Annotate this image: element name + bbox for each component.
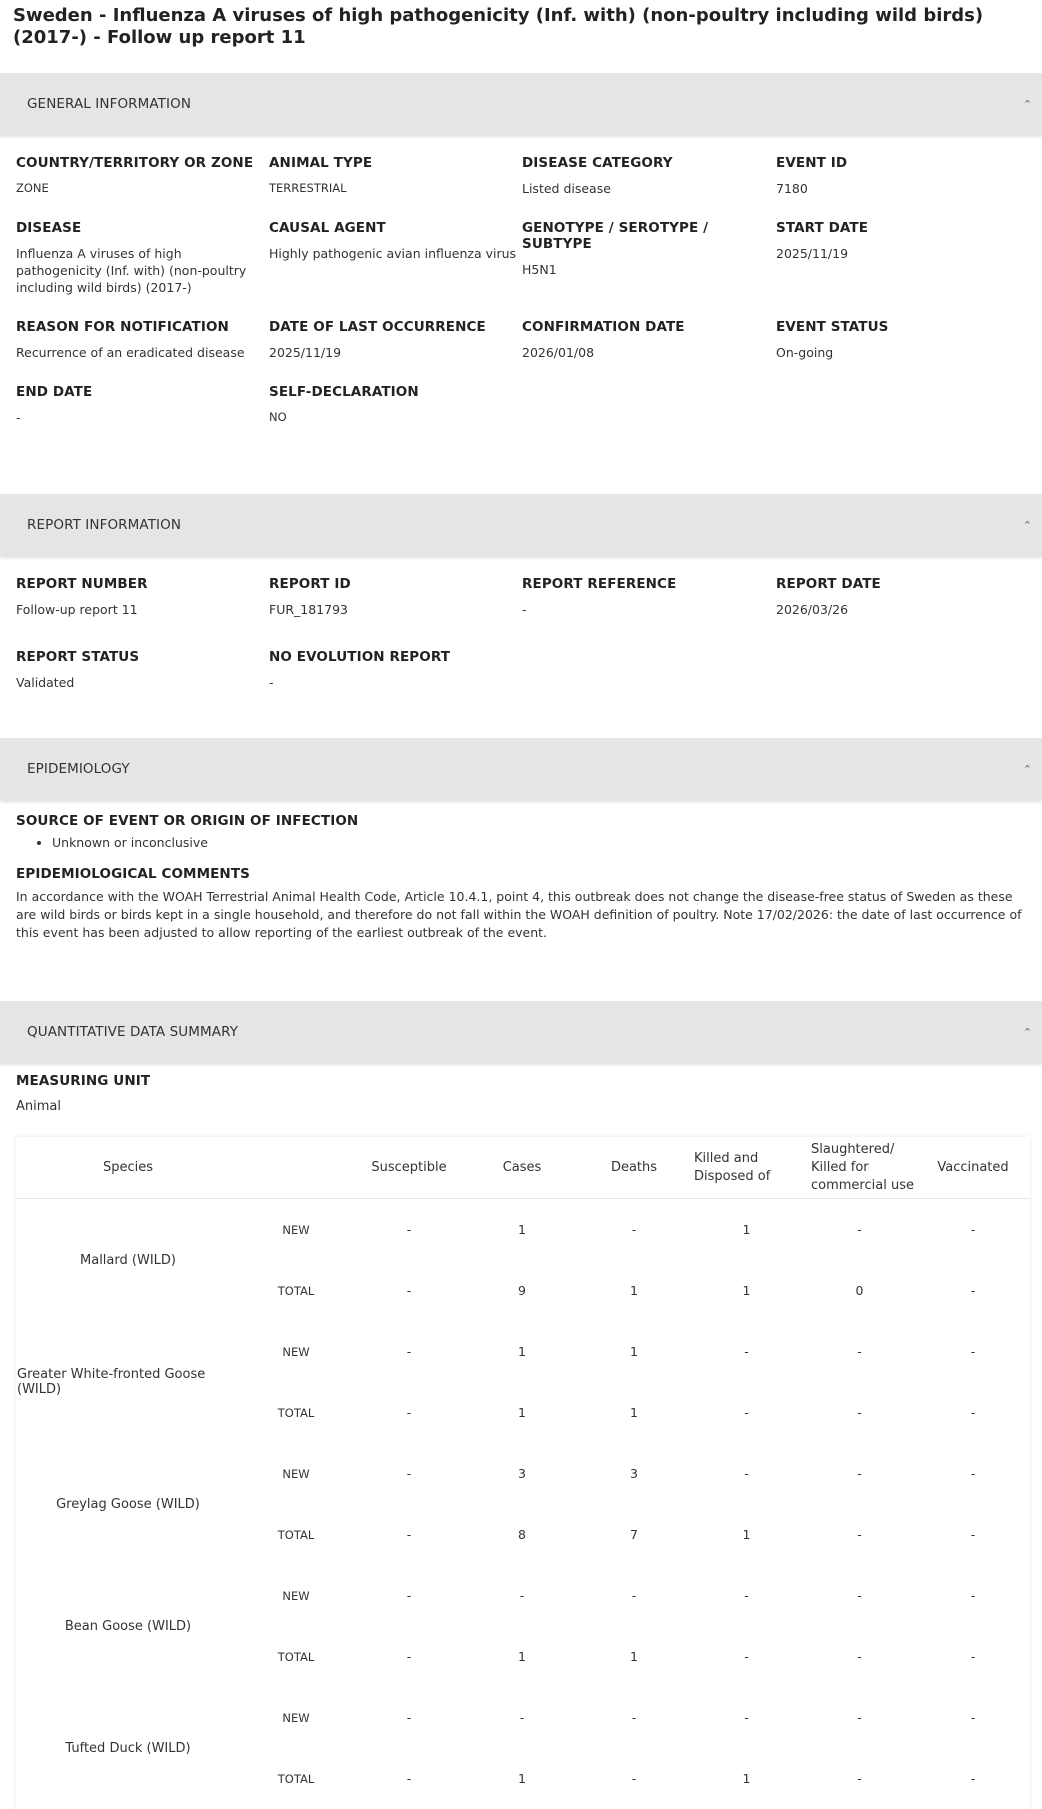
- vaccinated-cell: -: [916, 1260, 1030, 1321]
- cases-cell: 1: [466, 1199, 578, 1261]
- cases-cell: 1: [466, 1748, 578, 1809]
- field-report-status: [16, 649, 269, 722]
- general-information-header[interactable]: [0, 73, 1042, 135]
- susceptible-cell: -: [352, 1748, 466, 1809]
- col-slaughtered: Slaughtered/ Killed for commercial use: [803, 1137, 916, 1199]
- field-label: DISEASE: [16, 220, 269, 236]
- col-susceptible: Susceptible: [352, 1137, 466, 1199]
- vaccinated-cell: -: [916, 1626, 1030, 1687]
- killed-cell: -: [690, 1687, 803, 1748]
- field-value: Influenza A viruses of high pathogenicity (Inf. with) (non-poultry including wild birds) (2017-): [16, 245, 266, 296]
- species-cell: Tufted Duck (WILD): [16, 1687, 240, 1809]
- field-label: REPORT REFERENCE: [522, 576, 776, 592]
- vaccinated-cell: -: [916, 1199, 1030, 1261]
- field-label: SELF-DECLARATION: [269, 384, 522, 400]
- source-label: SOURCE OF EVENT OR ORIGIN OF INFECTION: [16, 813, 1026, 829]
- field-label: REPORT ID: [269, 576, 522, 592]
- killed-cell: -: [690, 1626, 803, 1687]
- field-label: DATE OF LAST OCCURRENCE: [269, 319, 522, 335]
- field-value: ZONE: [16, 180, 269, 197]
- field-end-date: [16, 384, 269, 449]
- field-country: [16, 155, 269, 216]
- vaccinated-cell: -: [916, 1382, 1030, 1443]
- field-label: CONFIRMATION DATE: [522, 319, 776, 335]
- cases-cell: -: [466, 1687, 578, 1748]
- field-value: NO: [269, 409, 522, 426]
- cases-cell: 1: [466, 1382, 578, 1443]
- deaths-cell: 1: [578, 1260, 690, 1321]
- report-information-fields: [0, 576, 1042, 722]
- slaughtered-cell: -: [803, 1504, 916, 1565]
- killed-cell: 1: [690, 1260, 803, 1321]
- field-disease: [16, 220, 269, 316]
- killed-cell: -: [690, 1565, 803, 1626]
- susceptible-cell: -: [352, 1199, 466, 1261]
- field-value: 2025/11/19: [776, 245, 1006, 262]
- field-event-status: [776, 319, 1006, 384]
- field-value: 2025/11/19: [269, 344, 522, 361]
- vaccinated-cell: -: [916, 1748, 1030, 1809]
- field-report-date: [776, 576, 1006, 649]
- susceptible-cell: -: [352, 1321, 466, 1382]
- field-value: On-going: [776, 344, 1006, 361]
- field-label: REASON FOR NOTIFICATION: [16, 319, 269, 335]
- field-genotype: [522, 220, 776, 320]
- killed-cell: 1: [690, 1748, 803, 1809]
- field-value: Follow-up report 11: [16, 601, 269, 618]
- table-row: [16, 1321, 1030, 1382]
- row-kind-cell: TOTAL: [240, 1626, 352, 1687]
- deaths-cell: 7: [578, 1504, 690, 1565]
- species-cell: Mallard (WILD): [16, 1199, 240, 1322]
- row-kind-cell: TOTAL: [240, 1260, 352, 1321]
- field-value: 7180: [776, 180, 1006, 197]
- row-kind-cell: NEW: [240, 1687, 352, 1748]
- measuring-unit: [0, 1073, 1042, 1137]
- row-kind-cell: NEW: [240, 1565, 352, 1626]
- report-information-header[interactable]: [0, 494, 1042, 556]
- slaughtered-cell: -: [803, 1443, 916, 1504]
- section-title: EPIDEMIOLOGY: [27, 761, 130, 777]
- field-label: START DATE: [776, 220, 1006, 236]
- killed-cell: -: [690, 1382, 803, 1443]
- deaths-cell: -: [578, 1199, 690, 1261]
- field-report-number: [16, 576, 269, 637]
- vaccinated-cell: -: [916, 1443, 1030, 1504]
- table-row: [16, 1687, 1030, 1748]
- deaths-cell: -: [578, 1565, 690, 1626]
- col-killed: Killed and Disposed of: [690, 1137, 803, 1199]
- killed-cell: 1: [690, 1504, 803, 1565]
- row-kind-cell: NEW: [240, 1321, 352, 1382]
- species-cell: Greylag Goose (WILD): [16, 1443, 240, 1565]
- field-value: FUR_181793: [269, 601, 522, 618]
- section-title: GENERAL INFORMATION: [27, 96, 191, 112]
- susceptible-cell: -: [352, 1260, 466, 1321]
- field-start-date: [776, 220, 1006, 320]
- row-kind-cell: TOTAL: [240, 1382, 352, 1443]
- slaughtered-cell: 0: [803, 1260, 916, 1321]
- chevron-up-icon[interactable]: ⌃: [1023, 98, 1032, 111]
- field-value: Validated: [16, 674, 269, 691]
- field-value: Highly pathogenic avian influenza virus: [269, 245, 522, 262]
- susceptible-cell: -: [352, 1443, 466, 1504]
- deaths-cell: 1: [578, 1382, 690, 1443]
- field-value: -: [16, 409, 269, 426]
- row-kind-cell: NEW: [240, 1199, 352, 1261]
- field-value: 2026/03/26: [776, 601, 1006, 618]
- cases-cell: 9: [466, 1260, 578, 1321]
- slaughtered-cell: -: [803, 1687, 916, 1748]
- deaths-cell: 3: [578, 1443, 690, 1504]
- table-body: [16, 1199, 1030, 1809]
- species-cell: Greater White-fronted Goose (WILD): [16, 1321, 240, 1443]
- field-reason: [16, 319, 269, 380]
- field-label: EVENT STATUS: [776, 319, 1006, 335]
- epidemiology-body: [0, 813, 1042, 1001]
- section-title: QUANTITATIVE DATA SUMMARY: [27, 1024, 238, 1040]
- epidemiological-comments: In accordance with the WOAH Terrestrial Animal Health Code, Article 10.4.1, point 4, this outbreak does not change the disease-free status of Sweden as these are wild birds or birds kept in a single household, and therefore do not fall within the WOAH definition of poultry. Note 17/02/2026: the date of last occurrence of this event has been adjusted to allow reporting of the earliest outbreak of the event.: [16, 888, 1026, 942]
- field-value: -: [522, 601, 776, 618]
- vaccinated-cell: -: [916, 1565, 1030, 1626]
- field-label: END DATE: [16, 384, 269, 400]
- col-cases: Cases: [466, 1137, 578, 1199]
- killed-cell: 1: [690, 1199, 803, 1261]
- field-disease-category: [522, 155, 776, 220]
- susceptible-cell: -: [352, 1626, 466, 1687]
- field-value: 2026/01/08: [522, 344, 776, 361]
- field-label: EVENT ID: [776, 155, 1006, 171]
- row-kind-cell: TOTAL: [240, 1748, 352, 1809]
- field-label: GENOTYPE / SEROTYPE / SUBTYPE: [522, 220, 776, 252]
- deaths-cell: -: [578, 1687, 690, 1748]
- col-species: Species: [16, 1137, 240, 1199]
- chevron-up-icon[interactable]: ⌃: [1023, 763, 1032, 776]
- field-report-reference: [522, 576, 776, 649]
- deaths-cell: 1: [578, 1321, 690, 1382]
- vaccinated-cell: -: [916, 1321, 1030, 1382]
- chevron-up-icon[interactable]: ⌃: [1023, 519, 1032, 532]
- field-label: ANIMAL TYPE: [269, 155, 522, 171]
- cases-cell: -: [466, 1565, 578, 1626]
- table-header-row: [16, 1137, 1030, 1199]
- slaughtered-cell: -: [803, 1199, 916, 1261]
- field-value: H5N1: [522, 261, 776, 278]
- field-label: NO EVOLUTION REPORT: [269, 649, 522, 665]
- field-label: COUNTRY/TERRITORY OR ZONE: [16, 155, 269, 171]
- cases-cell: 1: [466, 1626, 578, 1687]
- species-cell: Bean Goose (WILD): [16, 1565, 240, 1687]
- field-value: -: [269, 674, 522, 691]
- susceptible-cell: -: [352, 1687, 466, 1748]
- cases-cell: 8: [466, 1504, 578, 1565]
- field-event-id: [776, 155, 1006, 220]
- epidemiology-header[interactable]: [0, 738, 1042, 800]
- vaccinated-cell: -: [916, 1687, 1030, 1748]
- slaughtered-cell: -: [803, 1321, 916, 1382]
- source-item: • Unknown or inconclusive: [52, 835, 1026, 850]
- deaths-cell: 1: [578, 1626, 690, 1687]
- measuring-unit-label: MEASURING UNIT: [16, 1073, 1026, 1089]
- susceptible-cell: -: [352, 1565, 466, 1626]
- table-row: [16, 1565, 1030, 1626]
- quantitative-table: [16, 1137, 1030, 1809]
- table-row: [16, 1199, 1030, 1261]
- comments-label: EPIDEMIOLOGICAL COMMENTS: [16, 866, 1026, 882]
- col-row-kind: [240, 1137, 352, 1199]
- general-information-fields: [0, 155, 1042, 448]
- field-report-id: [269, 576, 522, 649]
- field-label: REPORT DATE: [776, 576, 1006, 592]
- susceptible-cell: -: [352, 1504, 466, 1565]
- slaughtered-cell: -: [803, 1748, 916, 1809]
- field-label: DISEASE CATEGORY: [522, 155, 776, 171]
- row-kind-cell: NEW: [240, 1443, 352, 1504]
- deaths-cell: -: [578, 1748, 690, 1809]
- col-vaccinated: Vaccinated: [916, 1137, 1030, 1199]
- slaughtered-cell: -: [803, 1382, 916, 1443]
- col-deaths: Deaths: [578, 1137, 690, 1199]
- field-no-evolution-report: [269, 649, 522, 722]
- row-kind-cell: TOTAL: [240, 1504, 352, 1565]
- field-value: Recurrence of an eradicated disease: [16, 344, 269, 361]
- field-confirmation-date: [522, 319, 776, 384]
- chevron-up-icon[interactable]: ⌃: [1023, 1026, 1032, 1039]
- page-title: Sweden - Influenza A viruses of high pathogenicity (Inf. with) (non-poultry including wild birds) (2017-) - Follow up report 11: [0, 0, 1042, 73]
- field-self-declaration: [269, 384, 522, 449]
- table-row: [16, 1443, 1030, 1504]
- killed-cell: -: [690, 1321, 803, 1382]
- field-label: CAUSAL AGENT: [269, 220, 522, 236]
- field-label: REPORT STATUS: [16, 649, 269, 665]
- susceptible-cell: -: [352, 1382, 466, 1443]
- killed-cell: -: [690, 1443, 803, 1504]
- field-causal-agent: [269, 220, 522, 320]
- slaughtered-cell: -: [803, 1565, 916, 1626]
- vaccinated-cell: -: [916, 1504, 1030, 1565]
- source-list: [16, 835, 1026, 850]
- quantitative-data-header[interactable]: [0, 1001, 1042, 1063]
- slaughtered-cell: -: [803, 1626, 916, 1687]
- cases-cell: 3: [466, 1443, 578, 1504]
- field-value: Listed disease: [522, 180, 776, 197]
- field-label: REPORT NUMBER: [16, 576, 269, 592]
- measuring-unit-value: Animal: [16, 1098, 1026, 1115]
- field-last-occurrence: [269, 319, 522, 384]
- field-value: TERRESTRIAL: [269, 180, 522, 197]
- cases-cell: 1: [466, 1321, 578, 1382]
- section-title: REPORT INFORMATION: [27, 517, 181, 533]
- field-animal-type: [269, 155, 522, 220]
